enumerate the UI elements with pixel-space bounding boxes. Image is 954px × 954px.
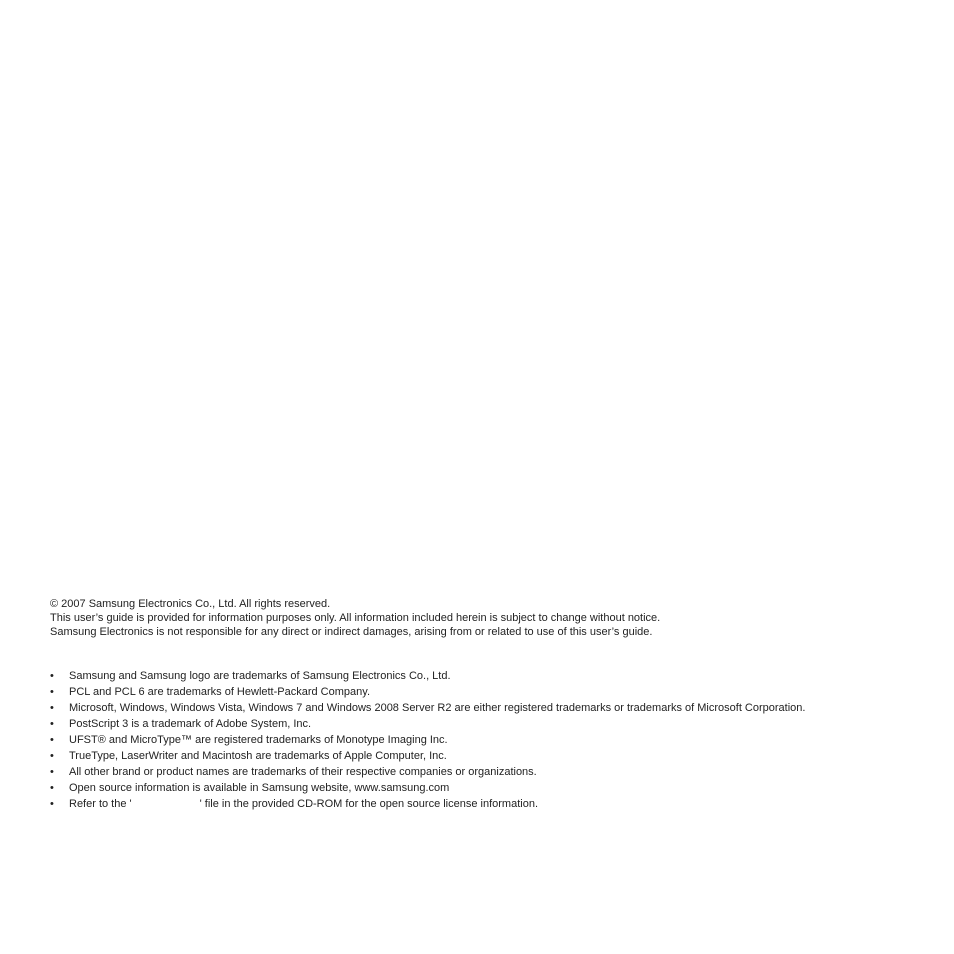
bullet-icon: •: [50, 766, 54, 778]
list-item: [50, 700, 940, 716]
list-item-text: All other brand or product names are trademarks of their respective companies or organizations.: [69, 766, 537, 778]
list-item-text: PostScript 3 is a trademark of Adobe System, Inc.: [69, 718, 312, 730]
copyright-line: © 2007 Samsung Electronics Co., Ltd. All rights reserved.: [50, 598, 331, 610]
list-item: [50, 716, 940, 732]
list-item: [50, 780, 940, 796]
list-item-text: PCL and PCL 6 are trademarks of Hewlett-Packard Company.: [69, 686, 371, 698]
disclaimer-line: This user’s guide is provided for information purposes only. All information included herein is subject to change without notice.: [50, 612, 661, 624]
list-item: [50, 732, 940, 748]
list-item-text: UFST® and MicroType™ are registered trademarks of Monotype Imaging Inc.: [69, 734, 448, 746]
list-item: [50, 764, 940, 780]
trademark-list: [50, 668, 940, 812]
list-item-text-prefix: Refer to the ': [69, 798, 132, 810]
bullet-icon: •: [50, 798, 54, 810]
list-item-text-suffix: ' file in the provided CD-ROM for the open source license information.: [199, 798, 539, 810]
copyright-notice: [50, 597, 930, 639]
bullet-icon: •: [50, 686, 54, 698]
bullet-icon: •: [50, 702, 54, 714]
bullet-icon: •: [50, 734, 54, 746]
bullet-icon: •: [50, 750, 54, 762]
bullet-icon: •: [50, 670, 54, 682]
list-item-text: TrueType, LaserWriter and Macintosh are trademarks of Apple Computer, Inc.: [69, 750, 447, 762]
liability-line: Samsung Electronics is not responsible for any direct or indirect damages, arising from or related to use of this user’s guide.: [50, 626, 653, 638]
list-item: [50, 748, 940, 764]
bullet-icon: •: [50, 718, 54, 730]
list-item: [50, 668, 940, 684]
list-item: [50, 684, 940, 700]
list-item-text: Microsoft, Windows, Windows Vista, Windows 7 and Windows 2008 Server R2 are either registered trademarks or trademarks of Microsoft Corporation.: [69, 702, 806, 714]
bullet-icon: •: [50, 782, 54, 794]
list-item: [50, 796, 940, 812]
list-item-text: Samsung and Samsung logo are trademarks of Samsung Electronics Co., Ltd.: [69, 670, 451, 682]
list-item-text: Open source information is available in Samsung website, www.samsung.com: [69, 782, 450, 794]
